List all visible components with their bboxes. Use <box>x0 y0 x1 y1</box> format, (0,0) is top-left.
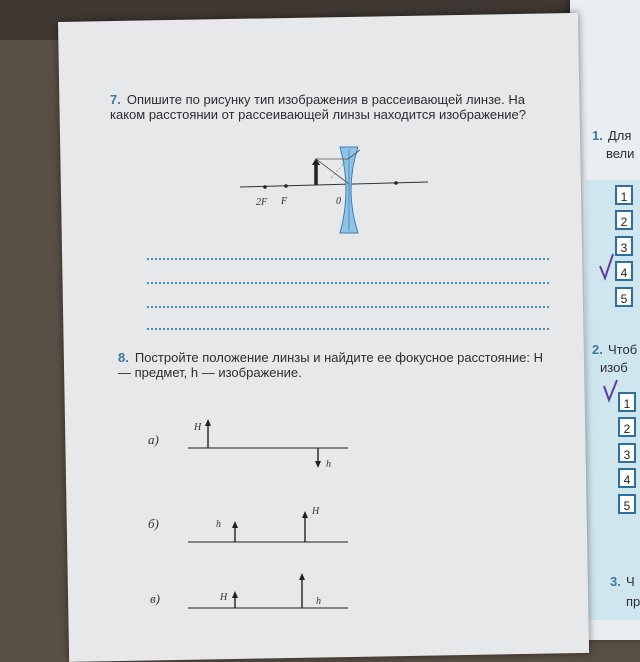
question-8 <box>118 350 558 380</box>
label-H-v: H <box>220 592 228 603</box>
answer-box-1-4[interactable]: 4 <box>615 261 633 281</box>
check-mark-1 <box>598 252 616 284</box>
right-q1-text-1: Для <box>608 128 632 143</box>
answer-box-1-2[interactable]: 2 <box>615 210 633 230</box>
answer-box-1-3[interactable]: 3 <box>615 236 633 256</box>
object-arrowhead-v <box>232 591 238 598</box>
question-7-text: Опишите по рисунку тип изображения в рассеивающей линзе. На каком расстоянии от рассеивающей линзы находится изображение? <box>110 92 527 122</box>
object-arrowhead-a <box>205 419 211 426</box>
answer-box-1-1[interactable]: 1 <box>615 185 633 205</box>
answer-line-4[interactable] <box>147 328 549 330</box>
part-a-label: а) <box>148 432 159 447</box>
answer-line-1[interactable] <box>147 258 549 260</box>
answer-box-2-4[interactable]: 4 <box>618 468 636 488</box>
right-q3-text-1: Ч <box>626 574 635 589</box>
right-q1-number: 1. <box>592 128 603 143</box>
question-8-text: Постройте положение линзы и найдите ее фокусное расстояние: H — предмет, h — изображение. <box>118 350 543 380</box>
check-mark-2 <box>602 378 620 406</box>
image-arrowhead-v <box>299 573 305 580</box>
answer-box-1-5[interactable]: 5 <box>615 287 633 307</box>
label-zero: 0 <box>336 196 341 207</box>
image-arrowhead-a <box>315 461 321 468</box>
answer-box-2-5[interactable]: 5 <box>618 494 636 514</box>
answer-line-3[interactable] <box>147 306 549 308</box>
label-f: F <box>281 196 288 207</box>
right-q3-text-2: пр <box>626 594 640 609</box>
part-b-label: б) <box>148 516 159 531</box>
label-h-b: h <box>216 519 221 530</box>
right-q1-text-2: вели <box>606 146 635 161</box>
question-7 <box>110 92 550 122</box>
answer-box-2-2[interactable]: 2 <box>618 417 636 437</box>
object-arrowhead-b <box>302 511 308 518</box>
question-8-number: 8. <box>118 350 129 365</box>
right-q3-number: 3. <box>610 574 621 589</box>
point-f-right <box>394 181 398 185</box>
label-H-a: H <box>194 422 202 433</box>
question-8-figures <box>180 410 360 620</box>
label-h-a: h <box>326 459 331 470</box>
label-H-b: H <box>312 506 320 517</box>
label-h-v: h <box>316 596 321 607</box>
right-q2-text-1: Чтоб <box>608 342 638 357</box>
right-q2-text-2: изоб <box>600 360 628 375</box>
answer-box-2-3[interactable]: 3 <box>618 443 636 463</box>
point-f <box>284 184 288 188</box>
question-7-number: 7. <box>110 92 121 107</box>
part-v-label: в) <box>150 591 160 606</box>
optical-axis <box>240 182 428 187</box>
right-q2-number: 2. <box>592 342 603 357</box>
diverging-lens-figure <box>236 145 436 240</box>
answer-box-2-1[interactable]: 1 <box>618 392 636 412</box>
label-2f: 2F <box>256 197 268 208</box>
answer-line-2[interactable] <box>147 282 549 284</box>
point-2f <box>263 185 267 189</box>
image-arrowhead-b <box>232 521 238 528</box>
